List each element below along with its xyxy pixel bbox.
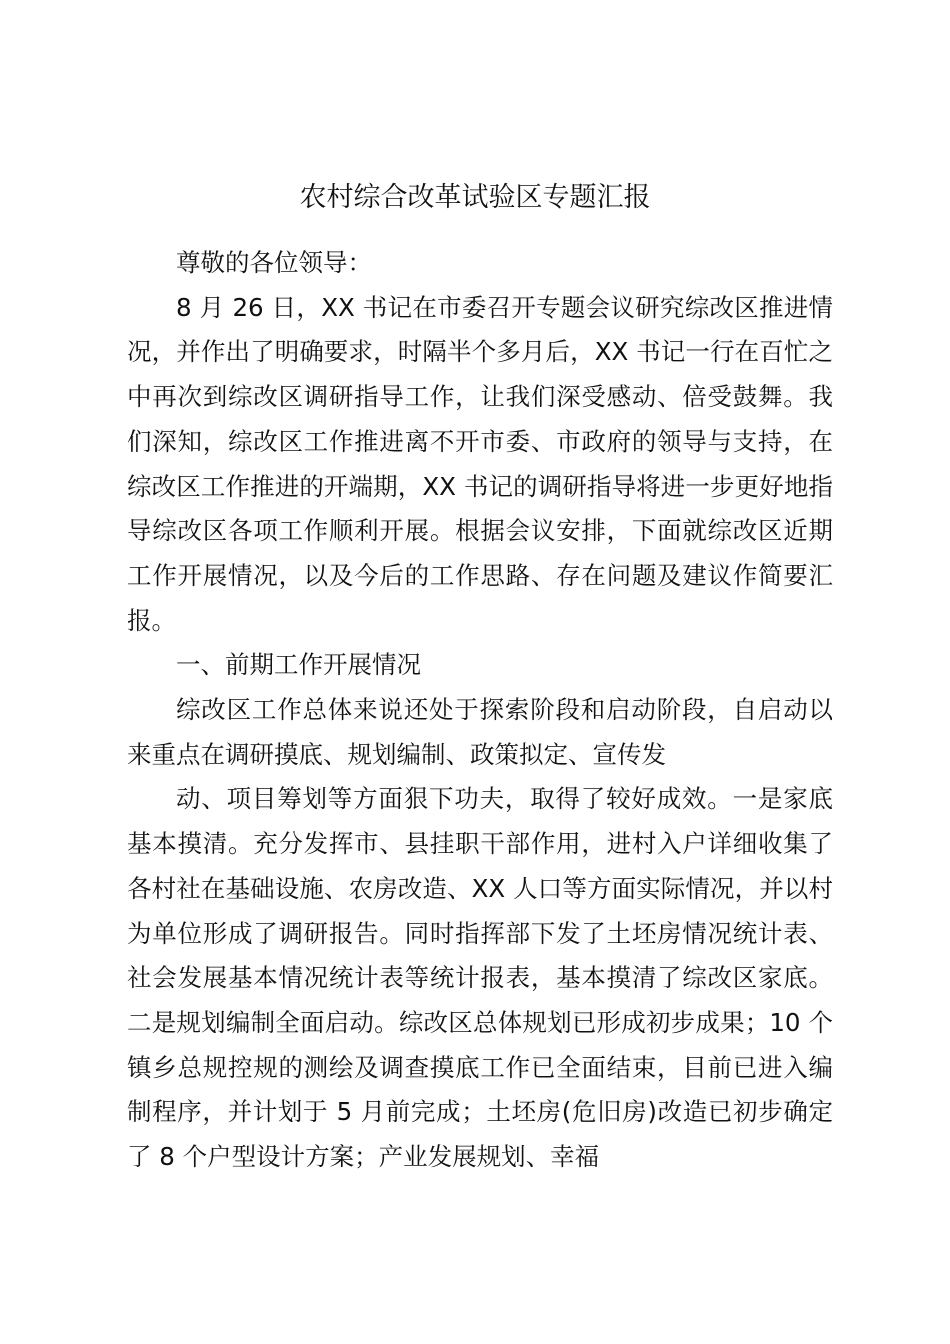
section-heading-1: 一、前期工作开展情况 [176,650,421,680]
paragraph-overview: 综改区工作总体来说还处于探索阶段和启动阶段，自启动以来重点在调研摸底、规划编制、政策拟定、宣传发 [127,695,833,769]
paragraph-intro: 8 月 26 日，XX 书记在市委召开专题会议研究综改区推进情况，并作出了明确要求，时隔半个多月后，XX 书记一行在百忙之中再次到综改区调研指导工作，让我们深受感动、倍受鼓舞。我们深知，综改区工作推进离不开市委、市政府的领导与支持，在综改区工作推进的开端期，XX 书记的调研指导将进一步更好地指导综改区各项工作顺利开展。根据会议安排，下面就综改区近期工作开展情况，以及今后的工作思路、存在问题及建议作简要汇报。 [127,292,833,635]
document-body [127,241,833,1180]
salutation: 尊敬的各位领导： [176,248,372,277]
paragraph-details: 动、项目筹划等方面狠下功夫，取得了较好成效。一是家底基本摸清。充分发挥市、县挂职干部作用，进村入户详细收集了各村社在基础设施、农房改造、XX 人口等方面实际情况，并以村为单位形成了调研报告。同时指挥部下发了土坯房情况统计表、社会发展基本情况统计表等统计报表，基本摸清了综改区家底。二是规划编制全面启动。综改区总体规划已形成初步成果；10 个镇乡总规控规的测绘及调查摸底工作已全面结束，目前已进入编制程序，并计划于 5 月前完成；土坯房(危旧房)改造已初步确定了 8 个户型设计方案；产业发展规划、幸福 [127,784,833,1172]
document-title: 农村综合改革试验区专题汇报 [299,182,651,213]
